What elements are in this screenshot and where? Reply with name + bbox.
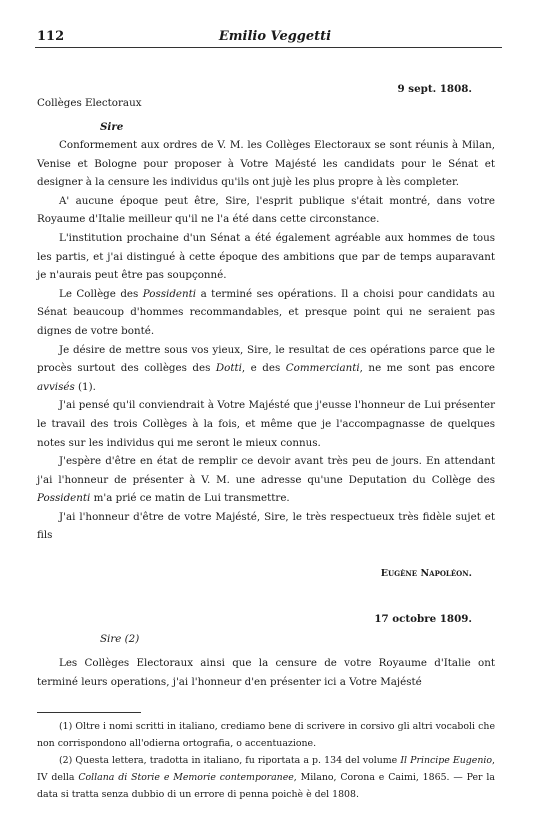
letter2-date: 17 octobre 1809. <box>374 613 472 625</box>
letter-paragraph: J'ai pensé qu'il conviendrait à Votre Majésté que j'eusse l'honneur de Lui présenter le travail des trois Collèges à la fois, et même que je l'accompagnasse de quelques notes sur les individus qui me seront le mieux connus. <box>37 399 495 449</box>
letter-paragraph: Je désire de mettre sous vos yieux, Sire, le resultat de ces opérations parce que le procès surtout des collèges des Dotti, e des Commercianti, ne me sont pas encore avvisés (1). <box>37 343 496 393</box>
letter1-signature: Eugène Napoléon. <box>380 568 472 579</box>
letter-paragraph: L'institution prochaine d'un Sénat a été également agréable aux hommes de tous les partis, et j'ai distingué à cette époque des ambitions que par de temps auparavant je n'aurais peut être pas soupçonné. <box>37 231 495 282</box>
footnote: (2) Questa lettera, tradotta in italiano, fu riportata a p. 134 del volume Il Principe Eugenio, IV della Collana di Storie e Memorie contemporanee, Milano, Corona e Caimi, 1865. — Per la data si tratta senza dubbio di un errore di penna poichè è del 1808. <box>37 755 495 800</box>
footnote: (1) Oltre i nomi scritti in italiano, crediamo bene di scrivere in corsivo gli altri vocaboli che non corrispondono all'odierna ortografia, o accentuazione. <box>37 721 495 749</box>
letter-paragraph: Conformement aux ordres de V. M. les Collèges Electoraux se sont réunis à Milan, Venise et Bologne pour proposer à Votre Majésté les candidats pour le Sénat et designer à la censure les individus qu'ils ont jujè les plus propre à lès completer. <box>37 139 495 189</box>
header-rule <box>35 47 502 48</box>
letter-paragraph: Le Collège des Possidenti a terminé ses opérations. Il a choisi pour candidats au Sénat beaucoup d'hommes recommandables, et presque point qui ne seraient pas dignes de votre bonté. <box>37 287 495 337</box>
letter-paragraph: J'ai l'honneur d'être de votre Majésté, Sire, le très respectueux très fidèle sujet et fils <box>37 510 495 542</box>
letter2-body <box>37 654 495 691</box>
letter1-body <box>37 136 495 545</box>
running-head-author: Emilio Veggetti <box>218 29 332 44</box>
letter-paragraph: A' aucune époque peut être, Sire, l'esprit publique s'était montré, dans votre Royaume d'Italie meilleur qu'il ne l'a été dans cette circonstance. <box>37 194 495 226</box>
footnote-rule <box>37 712 141 713</box>
letter1-addressee: Collèges Electoraux <box>37 97 142 109</box>
letter2-salutation: Sire (2) <box>100 633 140 645</box>
letter1-salutation: Sire <box>100 121 124 133</box>
page-number: 112 <box>37 29 65 44</box>
letter1-date: 9 sept. 1808. <box>397 83 472 95</box>
letter-paragraph: J'espère d'être en état de remplir ce devoir avant très peu de jours. En attendant j'ai l'honneur de présenter à V. M. une adresse qu'une Deputation du Collège des Possidenti m'a prié ce matin de Lui transmettre. <box>37 455 495 505</box>
letter-paragraph: Les Collèges Electoraux ainsi que la censure de votre Royaume d'Italie ont terminé leurs operations, j'ai l'honneur d'en présenter ici a Votre Majésté <box>37 657 495 688</box>
footnotes <box>37 718 495 803</box>
